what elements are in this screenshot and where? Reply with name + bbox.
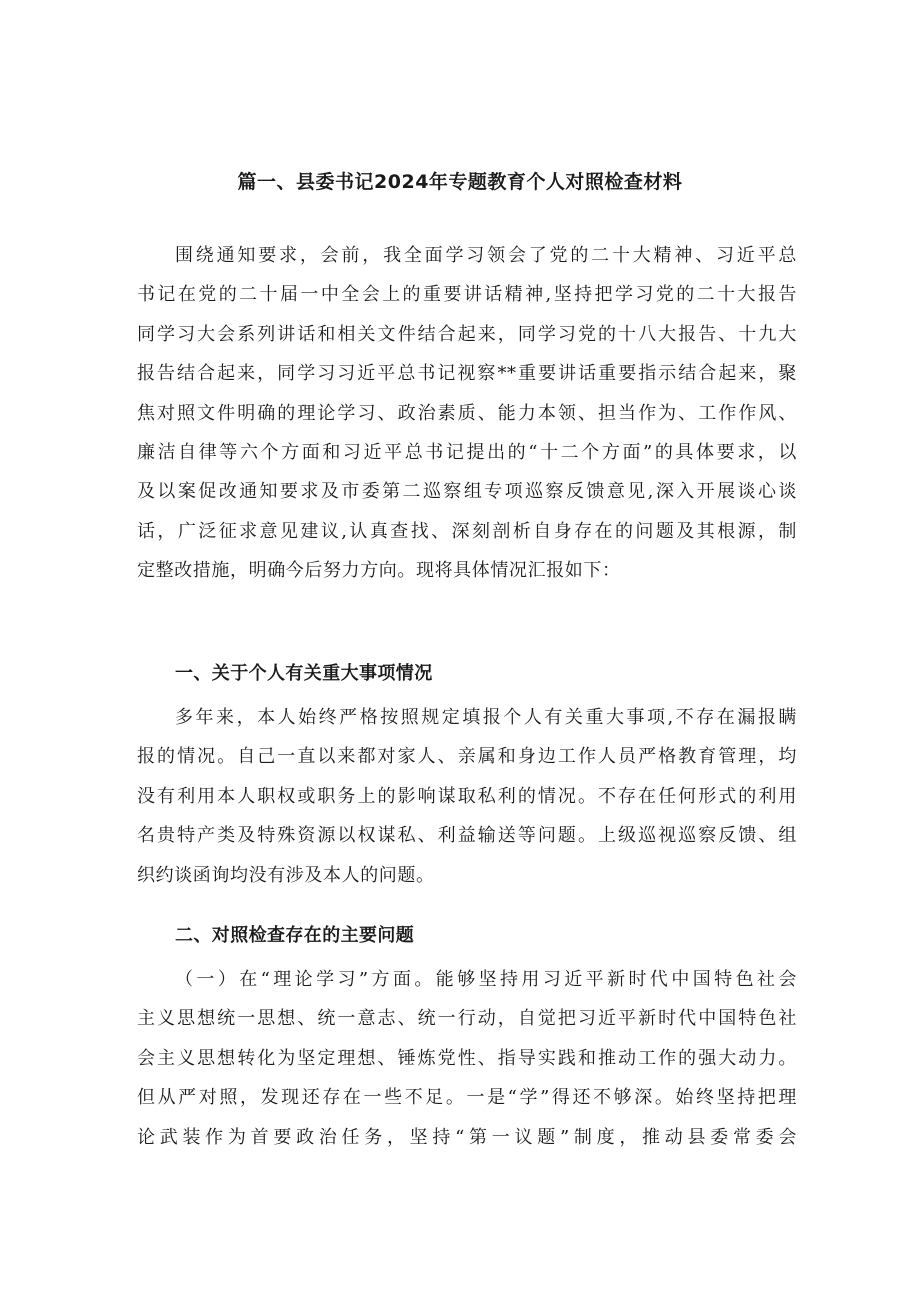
paragraph-line: 焦对照文件明确的理论学习、政治素质、能力本领、担当作为、工作作风、 (137, 402, 797, 424)
paragraph-line: 及以案促改通知要求及市委第二巡察组专项巡察反馈意见,深入开展谈心谈 (137, 481, 797, 503)
paragraph-line: 论武装作为首要政治任务，坚持“第一议题”制度，推动县委常委会 (137, 1126, 797, 1148)
paragraph-line: （一）在“理论学习”方面。能够坚持用习近平新时代中国特色社会 (175, 969, 797, 990)
paragraph-line: 名贵特产类及特殊资源以权谋私、利益输送等问题。上级巡视巡察反馈、组 (137, 825, 797, 847)
paragraph-line: 没有利用本人职权或职务上的影响谋取私利的情况。不存在任何形式的利用 (137, 785, 797, 807)
paragraph-line: 话，广泛征求意见建议,认真查找、深刻剖析自身存在的问题及其根源，制 (137, 520, 797, 542)
paragraph-line: 廉洁自律等六个方面和习近平总书记提出的“十二个方面”的具体要求，以 (137, 441, 797, 463)
document-title: 篇一、县委书记2024年专题教育个人对照检查材料 (237, 171, 683, 193)
paragraph-line: 定整改措施，明确今后努力方向。现将具体情况汇报如下： (137, 560, 621, 582)
paragraph-line: 报告结合起来，同学习习近平总书记视察**重要讲话重要指示结合起来，聚 (137, 363, 797, 385)
section-heading-1: 一、关于个人有关重大事项情况 (175, 663, 433, 684)
paragraph-line: 主义思想统一思想、统一意志、统一行动，自觉把习近平新时代中国特色社 (137, 1008, 797, 1030)
paragraph-line: 会主义思想转化为坚定理想、锤炼党性、指导实践和推动工作的强大动力。 (137, 1047, 797, 1069)
paragraph-line: 同学习大会系列讲话和相关文件结合起来，同学习党的十八大报告、十九大 (137, 323, 797, 345)
section-heading-2: 二、对照检查存在的主要问题 (175, 925, 415, 946)
paragraph-line: 书记在党的二十届一中全会上的重要讲话精神,坚持把学习党的二十大报告 (137, 284, 797, 306)
paragraph-line: 多年来，本人始终严格按照规定填报个人有关重大事项,不存在漏报瞒 (175, 707, 797, 728)
paragraph-line: 织约谈函询均没有涉及本人的问题。 (137, 864, 435, 886)
paragraph-line: 围绕通知要求，会前，我全面学习领会了党的二十大精神、习近平总 (175, 245, 797, 266)
section2-paragraph (137, 960, 797, 1157)
paragraph-line: 报的情况。自己一直以来都对家人、亲属和身边工作人员严格教育管理，均 (137, 746, 797, 768)
intro-paragraph (137, 236, 797, 591)
section1-paragraph (137, 698, 797, 895)
paragraph-line: 但从严对照，发现还存在一些不足。一是“学”得还不够深。始终坚持把理 (137, 1087, 797, 1109)
